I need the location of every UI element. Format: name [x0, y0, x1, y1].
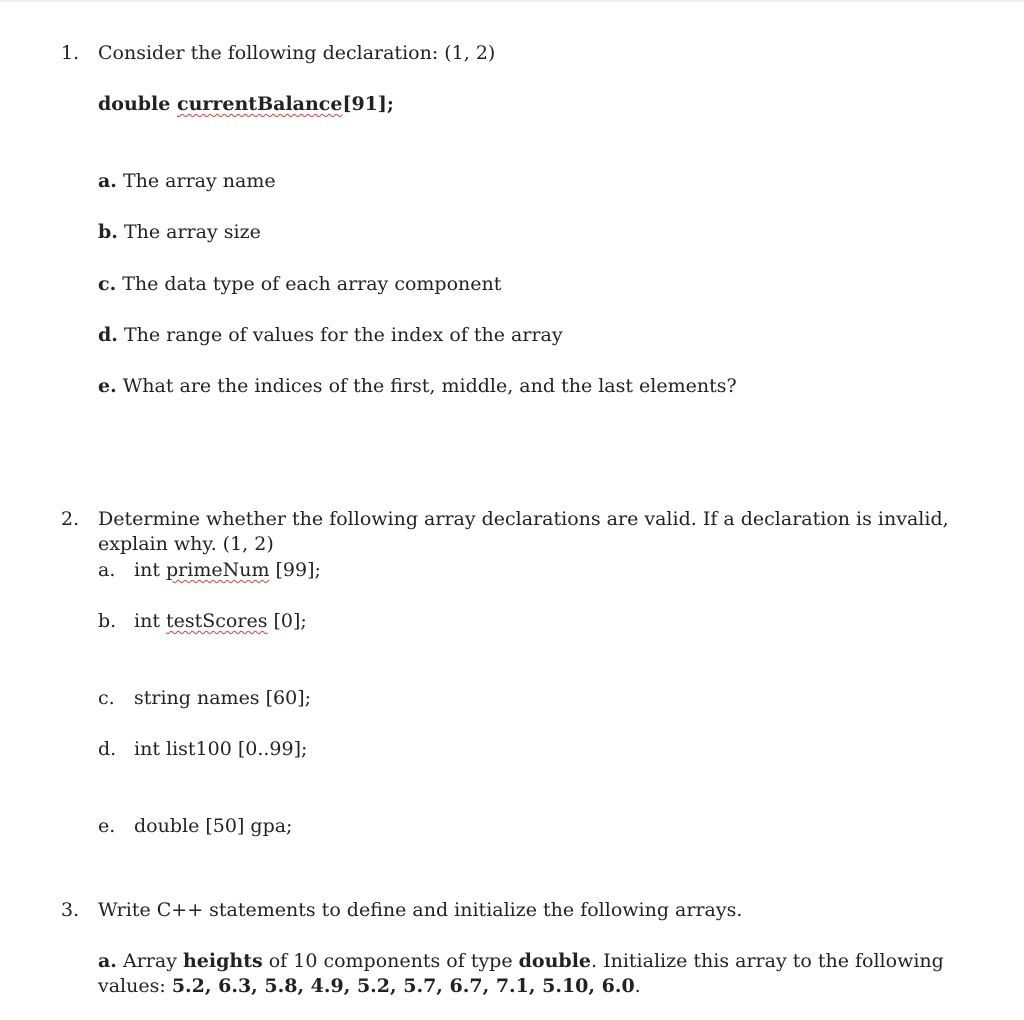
part-code: int list100 [0..99];: [134, 738, 308, 760]
question-1-number: 1.: [61, 42, 80, 64]
question-2-part-d: [98, 736, 307, 762]
question-2-prompt-line-2: explain why. (1, 2): [98, 533, 274, 555]
part-letter: d.: [98, 324, 118, 346]
array-name: heights: [182, 950, 263, 972]
part-code-prefix: int: [134, 610, 166, 632]
part-code-suffix: [0];: [267, 610, 307, 632]
part-code: double [50] gpa;: [134, 815, 293, 837]
part-text: What are the indices of the first, middle, and the last elements?: [122, 375, 737, 397]
question-3-part-a-line-1: [98, 948, 944, 974]
declaration-suffix: [91];: [342, 93, 394, 115]
question-1-part-a: [98, 168, 276, 194]
question-2-part-e: [98, 813, 292, 839]
part-code-suffix: [99];: [269, 559, 321, 581]
question-2-part-a: [98, 557, 321, 583]
question-1-prompt: Consider the following declaration: (1, 2): [98, 42, 496, 64]
question-2-part-b: [98, 608, 307, 634]
part-letter: a.: [98, 559, 116, 581]
initial-values: 5.2, 6.3, 5.8, 4.9, 5.2, 5.7, 6.7, 7.1, 5.10, 6.0: [171, 975, 635, 997]
array-type: double: [518, 950, 592, 972]
question-1-part-b: [98, 219, 261, 245]
part-letter: b.: [98, 610, 117, 632]
part-letter: a.: [98, 950, 117, 972]
question-3-part-a-line-2: [98, 973, 641, 999]
part-letter: e.: [98, 815, 116, 837]
part-letter: e.: [98, 375, 117, 397]
part-text: . Initialize this array to the following: [591, 950, 944, 972]
declaration-array-name: currentBalance: [177, 93, 343, 115]
part-code-identifier: primeNum: [166, 559, 270, 581]
values-prefix: values:: [98, 975, 166, 997]
part-letter: a.: [98, 170, 117, 192]
part-text: The array size: [123, 221, 261, 243]
declaration-type: double: [98, 93, 171, 115]
question-3-number: 3.: [61, 899, 80, 921]
question-1-part-c: [98, 271, 501, 297]
part-letter: b.: [98, 221, 118, 243]
question-1-part-e: [98, 373, 737, 399]
part-text: The data type of each array component: [122, 273, 502, 295]
part-code-identifier: testScores: [166, 610, 268, 632]
part-letter: c.: [98, 273, 117, 295]
part-text: of 10 components of type: [268, 950, 513, 972]
part-letter: c.: [98, 687, 115, 709]
part-letter: d.: [98, 738, 117, 760]
question-2-number: 2.: [61, 508, 80, 530]
question-3-prompt: Write C++ statements to define and initialize the following arrays.: [98, 899, 743, 921]
declaration-statement: [98, 91, 394, 117]
part-text: The range of values for the index of the array: [123, 324, 563, 346]
question-1-part-d: [98, 322, 563, 348]
part-text: Array: [122, 950, 177, 972]
values-suffix: .: [634, 975, 641, 997]
question-2-part-c: [98, 685, 311, 711]
part-code: string names [60];: [134, 687, 312, 709]
part-text: The array name: [122, 170, 276, 192]
page-top-border: [0, 0, 1024, 2]
part-code-prefix: int: [134, 559, 166, 581]
question-2-prompt-line-1: Determine whether the following array declarations are valid. If a declaration is invalid,: [98, 508, 949, 530]
